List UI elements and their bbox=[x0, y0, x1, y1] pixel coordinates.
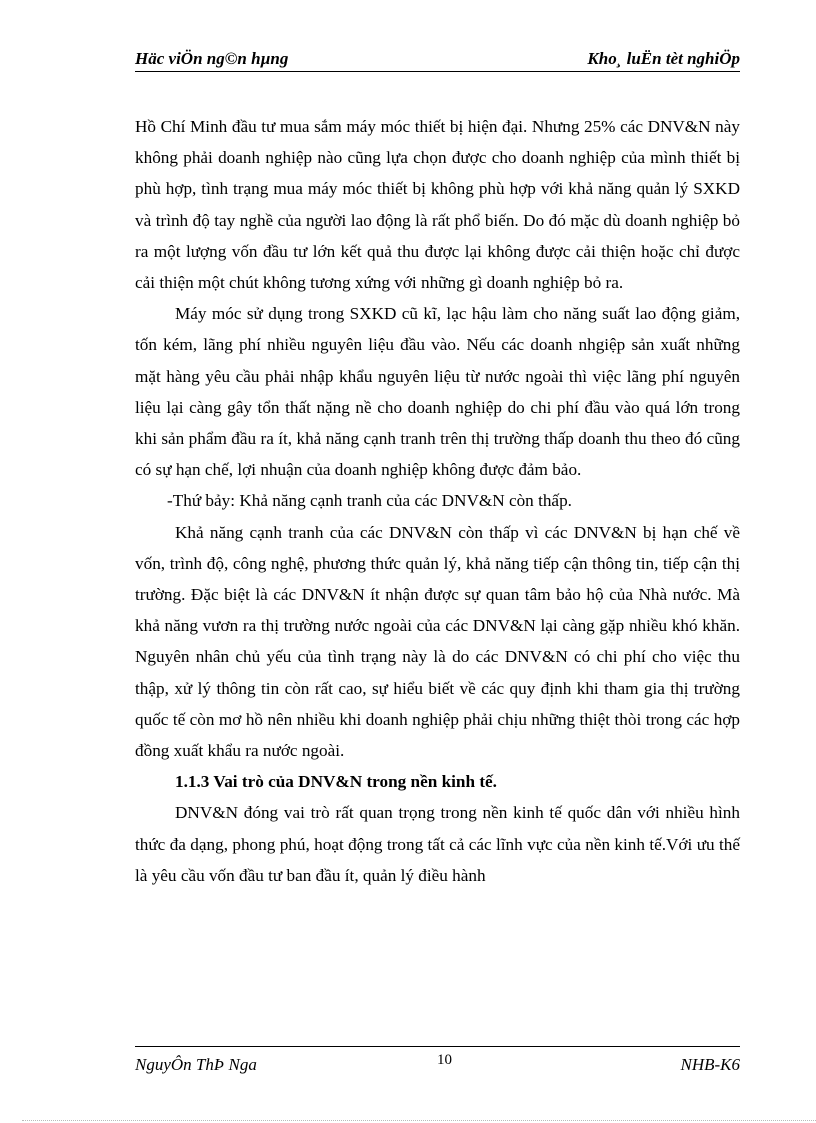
paragraph-3: -Thứ bảy: Khả năng cạnh tranh của các DNV&N còn thấp. bbox=[167, 491, 572, 511]
paragraph-1: Hồ Chí Minh đầu tư mua sắm máy móc thiết bị hiện đại. Nhưng 25% các DNV&N này không phải doanh nghiệp nào cũng lựa chọn được cho doanh nghiệp của mình thiết bị phù hợp, tình trạng mua máy móc thiết bị không phù hợp với khả năng quản lý SXKD và trình độ tay nghề của người lao động là rất phổ biến. Do đó mặc dù doanh nghiệp bỏ ra một lượng vốn đầu tư lớn kết quả thu được lại không được cải thiện hoặc chỉ được cải thiện một chút không tương xứng với những gì doanh nghiệp bỏ ra. bbox=[135, 117, 740, 293]
paragraph-5: DNV&N đóng vai trò rất quan trọng trong nền kinh tế quốc dân với nhiều hình thức đa dạng, phong phú, hoạt động trong tất cả các lĩnh vực của nền kinh tế.Với ưu thế là yêu cầu vốn đầu tư ban đầu ít, quản lý điều hành bbox=[135, 803, 740, 885]
document-body bbox=[135, 111, 740, 891]
section-heading: 1.1.3 Vai trò của DNV&N trong nền kinh tế. bbox=[175, 772, 497, 792]
header-right-title: Kho¸ luËn tèt nghiÖp bbox=[587, 49, 740, 68]
paragraph-4: Khả năng cạnh tranh của các DNV&N còn thấp vì các DNV&N bị hạn chế về vốn, trình độ, công nghệ, phương thức quản lý, khả năng tiếp cận thông tin, tiếp cận thị trường. Đặc biệt là các DNV&N ít nhận được sự quan tâm bảo hộ của Nhà nước. Mà khả năng vươn ra thị trường nước ngoài của các DNV&N lại càng gặp nhiều khó khăn. Nguyên nhân chủ yếu của tình trạng này là do các DNV&N có chi phí cho việc thu thập, xử lý thông tin còn rất cao, sự hiểu biết về các quy định khi tham gia thị trường quốc tế còn mơ hồ nên nhiều khi doanh nghiệp phải chịu những thiệt thòi trong các hợp đồng xuất khẩu ra nước ngoài. bbox=[135, 522, 740, 761]
page-edge-divider bbox=[22, 1120, 816, 1121]
page-header bbox=[135, 49, 740, 72]
footer-class-code: NHB-K6 bbox=[680, 1055, 740, 1074]
paragraph-2: Máy móc sử dụng trong SXKD cũ kĩ, lạc hậu làm cho năng suất lao động giảm, tốn kém, lãng phí nhiều nguyên liệu đầu vào. Nếu các doanh nhgiệp sản xuất những mặt hàng yêu cầu phải nhập khẩu nguyên liệu từ nước ngoài thì việc lãng phí nguyên liệu lại càng gây tổn thất nặng nề cho doanh nghiệp do chi phí đầu vào quá lớn trong khi sản phẩm đầu ra ít, khả năng cạnh tranh trên thị trường thấp doanh thu theo đó cũng có sự hạn chế, lợi nhuận của doanh nghiệp không được đảm bảo. bbox=[135, 304, 740, 480]
header-left-title: Häc viÖn ng©n hµng bbox=[135, 49, 289, 68]
page-number: 10 bbox=[437, 1052, 452, 1068]
footer-author: NguyÔn ThÞ Nga bbox=[135, 1055, 257, 1074]
page-footer bbox=[135, 1046, 740, 1077]
